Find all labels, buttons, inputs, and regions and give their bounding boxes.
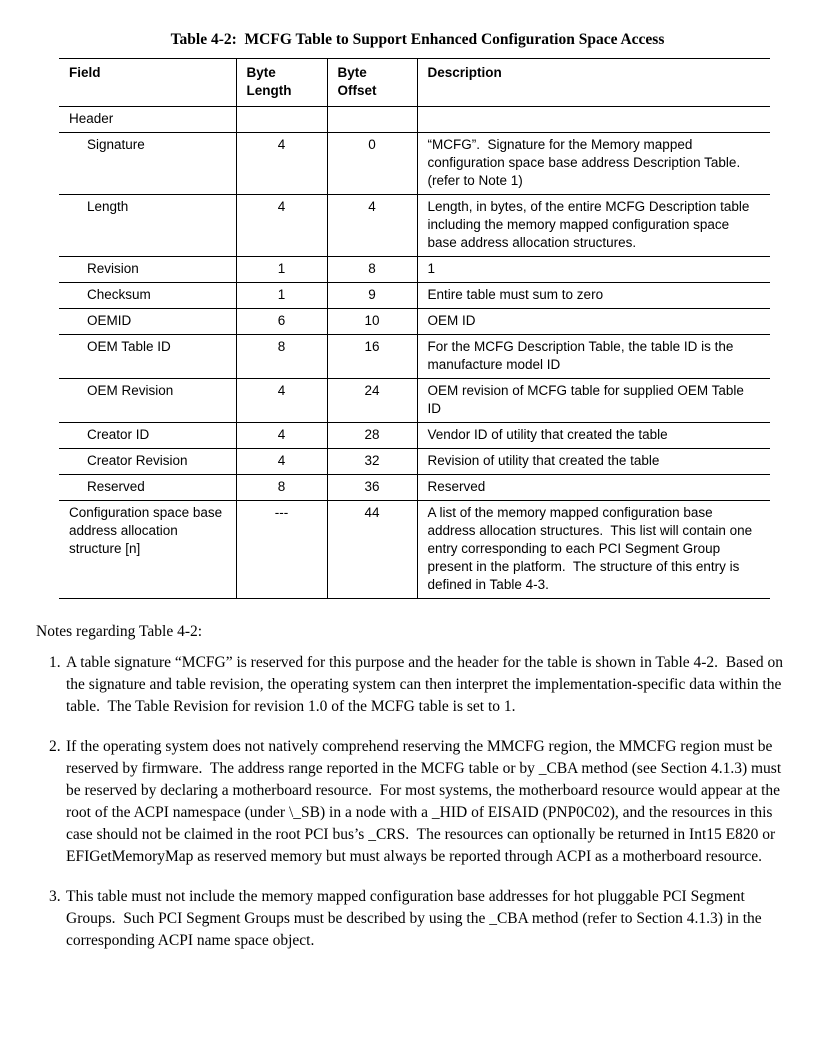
- field-cell: OEM Revision: [59, 379, 236, 423]
- description-cell: Entire table must sum to zero: [417, 283, 770, 309]
- notes-section: [36, 621, 792, 952]
- description-cell: OEM revision of MCFG table for supplied OEM Table ID: [417, 379, 770, 423]
- byte-length-cell: ---: [236, 501, 327, 599]
- note-item: [36, 736, 792, 868]
- table-row: [59, 309, 770, 335]
- byte-offset-cell: [327, 107, 417, 133]
- description-cell: For the MCFG Description Table, the table ID is the manufacture model ID: [417, 335, 770, 379]
- note-item: [36, 886, 792, 952]
- byte-offset-cell: 8: [327, 257, 417, 283]
- byte-length-cell: 1: [236, 257, 327, 283]
- field-cell: Creator Revision: [59, 449, 236, 475]
- description-cell: 1: [417, 257, 770, 283]
- byte-length-cell: 8: [236, 335, 327, 379]
- byte-offset-cell: 32: [327, 449, 417, 475]
- table-row: [59, 501, 770, 599]
- note-number: 3.: [49, 888, 61, 905]
- byte-offset-cell: 36: [327, 475, 417, 501]
- table-row: [59, 335, 770, 379]
- field-cell: Checksum: [59, 283, 236, 309]
- byte-length-cell: 8: [236, 475, 327, 501]
- note-item: [36, 652, 792, 718]
- field-cell: Reserved: [59, 475, 236, 501]
- field-cell: OEMID: [59, 309, 236, 335]
- byte-length-cell: 4: [236, 379, 327, 423]
- field-cell: Creator ID: [59, 423, 236, 449]
- notes-heading: Notes regarding Table 4-2:: [36, 623, 203, 640]
- byte-offset-cell: 16: [327, 335, 417, 379]
- table-row: [59, 107, 770, 133]
- page-title: Table 4-2: MCFG Table to Support Enhanced Configuration Space Access: [170, 31, 665, 48]
- byte-length-cell: [236, 107, 327, 133]
- field-cell: Length: [59, 195, 236, 257]
- description-cell: Reserved: [417, 475, 770, 501]
- byte-length-cell: 1: [236, 283, 327, 309]
- byte-offset-cell: 4: [327, 195, 417, 257]
- byte-offset-cell: 10: [327, 309, 417, 335]
- note-text: A table signature “MCFG” is reserved for this purpose and the header for the table is shown in Table 4-2. Based on the signature and table revision, the operating system can then interpret the implementation-specific data within the table. The Table Revision for revision 1.0 of the MCFG table is set to 1.: [66, 654, 787, 715]
- notes-list: [36, 652, 792, 952]
- byte-length-cell: 4: [236, 449, 327, 475]
- byte-offset-cell: 24: [327, 379, 417, 423]
- field-cell: Signature: [59, 133, 236, 195]
- note-number: 2.: [49, 738, 61, 755]
- mcfg-table: [59, 58, 770, 599]
- note-text: If the operating system does not natively comprehend reserving the MMCFG region, the MMCFG region must be reserved by firmware. The address range reported in the MCFG table or by _CBA method (see Section 4.1.3) must be reserved by declaring a motherboard resource. For most systems, the motherboard resource would appear at the root of the ACPI namespace (under \_SB) in a node with a _HID of EISAID (PNP0C02), and the resources in this case should not be claimed in the root PCI bus’s _CRS. The resources can optionally be returned in Int15 E820 or EFIGetMemoryMap as reserved memory but must always be reported through ACPI as a motherboard resource.: [66, 738, 786, 865]
- description-cell: OEM ID: [417, 309, 770, 335]
- table-row: [59, 195, 770, 257]
- field-cell: Revision: [59, 257, 236, 283]
- description-cell: Length, in bytes, of the entire MCFG Description table including the memory mapped configuration space base address allocation structures.: [417, 195, 770, 257]
- description-cell: [417, 107, 770, 133]
- column-header-byte-length: Byte Length: [236, 59, 327, 107]
- description-cell: A list of the memory mapped configuration base address allocation structures. This list will contain one entry corresponding to each PCI Segment Group present in the platform. The structure of this entry is defined in Table 4-3.: [417, 501, 770, 599]
- description-cell: Revision of utility that created the table: [417, 449, 770, 475]
- table-row: [59, 133, 770, 195]
- description-cell: Vendor ID of utility that created the table: [417, 423, 770, 449]
- note-number: 1.: [49, 654, 61, 671]
- byte-length-cell: 4: [236, 195, 327, 257]
- table-row: [59, 423, 770, 449]
- field-cell: Configuration space base address allocation structure [n]: [59, 501, 236, 599]
- byte-offset-cell: 28: [327, 423, 417, 449]
- byte-offset-cell: 44: [327, 501, 417, 599]
- column-header-description: Description: [417, 59, 770, 107]
- table-row: [59, 379, 770, 423]
- table-row: [59, 283, 770, 309]
- column-header-field: Field: [59, 59, 236, 107]
- column-header-byte-offset: Byte Offset: [327, 59, 417, 107]
- byte-offset-cell: 9: [327, 283, 417, 309]
- table-row: [59, 475, 770, 501]
- field-cell: Header: [59, 107, 236, 133]
- table-row: [59, 257, 770, 283]
- description-cell: “MCFG”. Signature for the Memory mapped configuration space base address Description Table. (refer to Note 1): [417, 133, 770, 195]
- table-header-row: [59, 59, 770, 107]
- field-cell: OEM Table ID: [59, 335, 236, 379]
- table-row: [59, 449, 770, 475]
- byte-length-cell: 4: [236, 133, 327, 195]
- byte-offset-cell: 0: [327, 133, 417, 195]
- byte-length-cell: 4: [236, 423, 327, 449]
- note-text: This table must not include the memory mapped configuration base addresses for hot pluggable PCI Segment Groups. Such PCI Segment Groups must be described by using the _CBA method (refer to Section 4.1.3) in the corresponding ACPI name space object.: [66, 888, 766, 949]
- mcfg-table-body: [59, 107, 770, 599]
- byte-length-cell: 6: [236, 309, 327, 335]
